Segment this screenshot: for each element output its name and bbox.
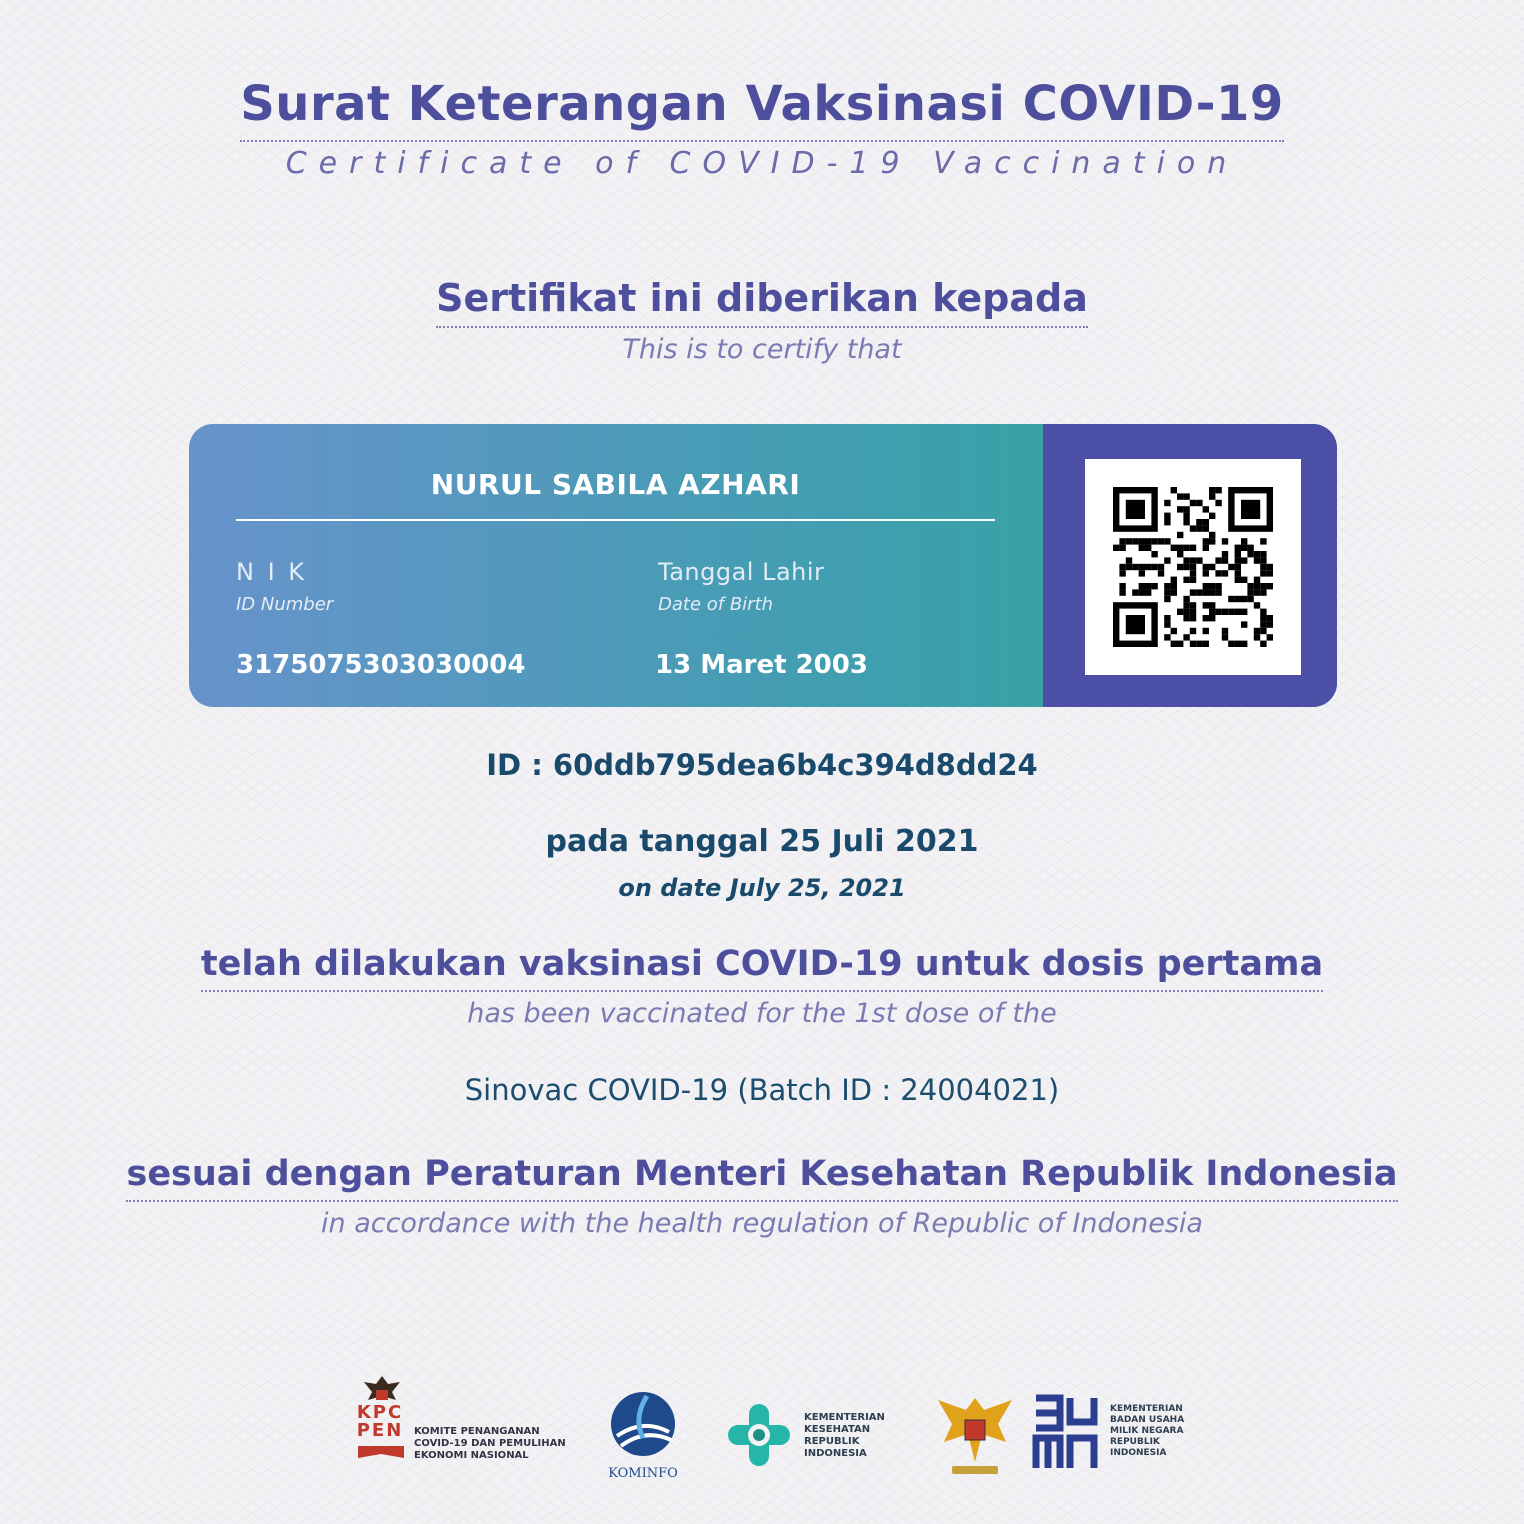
qr-code[interactable]: [1085, 459, 1301, 675]
certify-subheading: This is to certify that: [622, 334, 902, 365]
kpcpen-text-2: COVID-19 DAN PEMULIHAN: [414, 1438, 566, 1449]
kemenkes-text-2: KESEHATAN: [804, 1424, 871, 1435]
vaccination-statement-english: has been vaccinated for the 1st dose of the: [467, 998, 1057, 1029]
kpcpen-mark-bottom: PEN: [356, 1420, 404, 1441]
kominfo-text: KOMINFO: [608, 1466, 678, 1481]
certificate-id: ID : 60ddb795dea6b4c394d8dd24: [486, 748, 1038, 782]
bumn-text-2: BADAN USAHA: [1110, 1415, 1185, 1425]
bumn-text-1: KEMENTERIAN: [1110, 1404, 1183, 1414]
vaccination-date-english: on date July 25, 2021: [618, 874, 906, 902]
logo-bar: [0, 1370, 1524, 1490]
bumn-text-3: MILIK NEGARA: [1110, 1426, 1184, 1436]
regulation-block: [0, 1154, 1524, 1239]
nik-value: 3175075303030004: [236, 650, 526, 680]
certify-heading: Sertifikat ini diberikan kepada: [436, 276, 1088, 328]
regulation-statement: sesuai dengan Peraturan Menteri Kesehatan Republik Indonesia: [126, 1154, 1397, 1202]
kpcpen-text-3: EKONOMI NASIONAL: [414, 1450, 529, 1461]
kpcpen-text-1: KOMITE PENANGANAN: [414, 1426, 540, 1437]
dob-label-english: Date of Birth: [658, 594, 774, 615]
dob-label: Tanggal Lahir: [658, 558, 825, 586]
vaccination-statement: telah dilakukan vaksinasi COVID-19 untuk dosis pertama: [201, 944, 1323, 992]
vaccine-name: Sinovac COVID-19 (Batch ID : 24004021): [464, 1073, 1060, 1107]
kemenkes-text-3: REPUBLIK: [804, 1436, 860, 1447]
certify-block: [0, 276, 1524, 365]
kemenkes-text-4: INDONESIA: [804, 1448, 867, 1459]
kpcpen-mark-top: KPC: [356, 1402, 404, 1423]
bumn-text-5: INDONESIA: [1110, 1448, 1167, 1458]
qr-code-icon: [1085, 459, 1301, 675]
kemenkes-text-1: KEMENTERIAN: [804, 1412, 885, 1423]
kominfo-globe-icon: [607, 1388, 679, 1460]
nik-label: N I K: [236, 558, 308, 586]
recipient-name: NURUL SABILA AZHARI: [430, 468, 801, 501]
nik-label-english: ID Number: [236, 594, 334, 615]
certificate-title-block: [0, 76, 1524, 181]
certificate-title: Surat Keterangan Vaksinasi COVID-19: [240, 76, 1284, 142]
certificate-title-english: Certificate of COVID-19 Vaccination: [285, 146, 1239, 181]
vaccination-date: pada tanggal 25 Juli 2021: [545, 824, 979, 859]
kpcpen-base-icon: [352, 1444, 412, 1464]
kpcpen-logo: [352, 1370, 572, 1470]
kominfo-logo: [598, 1388, 688, 1488]
kemenkes-logo: [724, 1400, 904, 1480]
recipient-card: [189, 424, 1337, 707]
qr-panel: [1043, 424, 1337, 707]
bumn-mark-icon: [1030, 1392, 1102, 1472]
garuda-icon: [932, 1390, 1018, 1480]
regulation-statement-english: in accordance with the health regulation of Republic of Indonesia: [321, 1208, 1203, 1239]
garuda-logo: [932, 1390, 1018, 1480]
vaccination-statement-block: [0, 944, 1524, 1029]
bumn-text-4: REPUBLIK: [1110, 1437, 1160, 1447]
kemenkes-cross-icon: [724, 1400, 794, 1470]
bumn-logo: [1030, 1392, 1190, 1482]
dob-value: 13 Maret 2003: [655, 650, 868, 680]
name-divider: [236, 519, 995, 521]
